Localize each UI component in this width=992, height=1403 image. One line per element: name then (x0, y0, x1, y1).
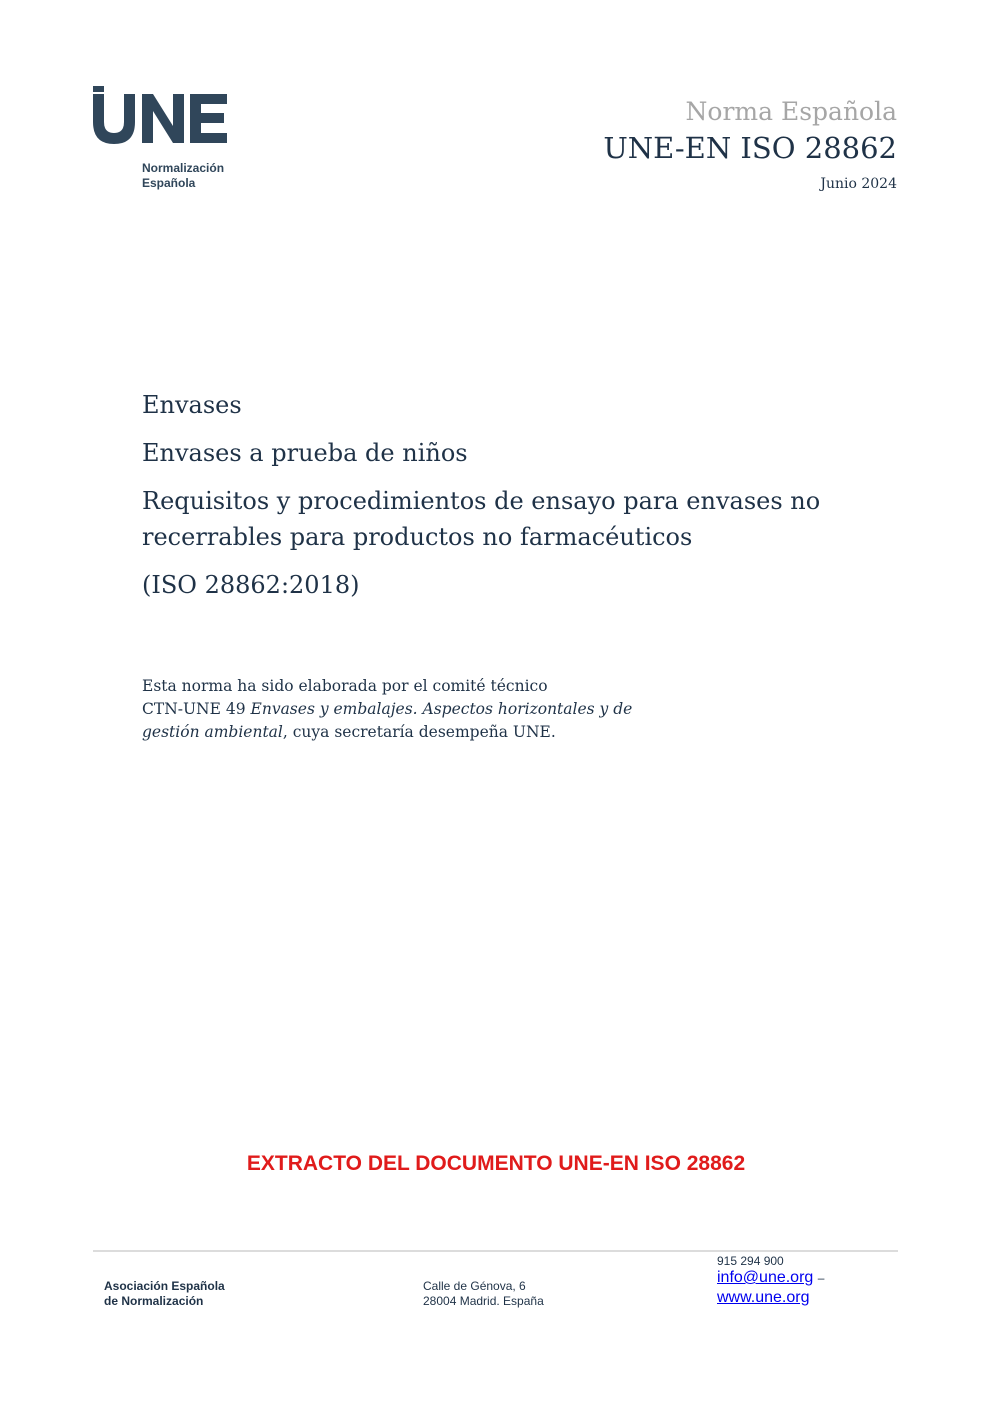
footer-address-line2: 28004 Madrid. España (423, 1294, 544, 1308)
logo-subtitle-line1: Normalización (142, 161, 225, 175)
footer-divider (93, 1250, 898, 1252)
footer-address-line1: Calle de Génova, 6 (423, 1279, 526, 1293)
title-line-1: Envases (142, 391, 242, 419)
committee-name: Envases y embalajes. Aspectos horizontales y de gestión ambiental (142, 700, 633, 741)
committee-paragraph (142, 675, 682, 744)
footer-address (423, 1279, 544, 1309)
contact-separator: – (817, 1271, 825, 1285)
committee-code: CTN-UNE 49 (142, 700, 251, 718)
logo-subtitle-line2: Española (142, 176, 196, 190)
website-link[interactable]: www.une.org (717, 1289, 810, 1306)
email-link[interactable]: info@une.org (717, 1269, 814, 1286)
footer-contact (717, 1254, 824, 1308)
title-line-4: (ISO 28862:2018) (142, 571, 360, 599)
title-line-2: Envases a prueba de niños (142, 439, 468, 467)
footer-organization (104, 1279, 225, 1309)
document-titles (142, 387, 882, 615)
standard-code: UNE-EN ISO 28862 (603, 131, 897, 165)
standard-date: Junio 2024 (820, 176, 897, 192)
une-logo (93, 86, 243, 190)
extract-notice: EXTRACTO DEL DOCUMENTO UNE-EN ISO 28862 (246, 1152, 746, 1175)
footer-org-line2: de Normalización (104, 1294, 204, 1308)
footer-phone: 915 294 900 (717, 1254, 784, 1268)
committee-intro: Esta norma ha sido elaborada por el comité técnico (142, 677, 548, 695)
une-logo-mark (93, 86, 227, 146)
footer-org-line1: Asociación Española (104, 1279, 225, 1293)
logo-subtitle (142, 161, 224, 191)
standard-type-label: Norma Española (685, 97, 897, 126)
standard-header (603, 96, 897, 192)
committee-tail: , cuya secretaría desempeña UNE. (282, 723, 556, 741)
title-line-3: Requisitos y procedimientos de ensayo para envases no recerrables para productos no farmacéuticos (142, 487, 821, 551)
